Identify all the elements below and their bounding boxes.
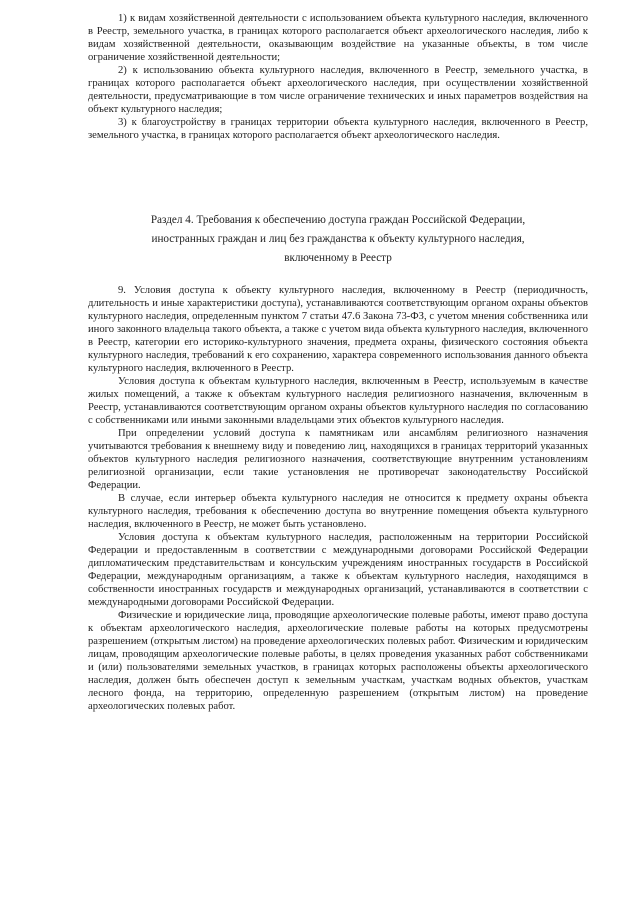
paragraph: Физические и юридические лица, проводящие археологические полевые работы, имеют право доступа к объектам археологического наследия, археологические полевые работы на которых предусмотрены разрешением (открытым листом) на проведение археологических полевых работ. Физическим и юридическим лицам, проводящим археологические полевые работы, в целях проведения указанных работ собственниками и (или) пользователями земельных участков, в границах которых расположены объекты археологического наследия, должен быть обеспечен доступ к земельным участкам, участкам водных объектов, участкам лесного фонда, на территорию, определенную разрешением (открытым листом) на проведение археологических полевых работ.	[88, 610, 588, 712]
section-heading-line: включенному в Реестр	[284, 252, 392, 264]
list-item: 2) к использованию объекта культурного наследия, включенного в Реестр, земельного участка, в границах которого располагается объект археологического наследия, при осуществлении хозяйственной деятельности, предусматривающие в том числе ограничение технических и иных параметров воздействия на объект культурного наследия;	[88, 65, 588, 115]
paragraph: Условия доступа к объектам культурного наследия, расположенным на территории Российской Федерации и предоставленным в соответствии с международными договорами Российской Федерации дипломатическим представительствам и консульским учреждениям иностранных государств в Российской Федерации, международным организациям, а также к объектам культурного наследия, находящимся в собственности иностранных государств и международных организаций, устанавливаются в соответствии с международными договорами Российской Федерации.	[88, 532, 588, 608]
section-heading	[88, 211, 588, 268]
section-body	[88, 284, 588, 713]
requirements-list	[88, 12, 588, 142]
paragraph: 9. Условия доступа к объекту культурного наследия, включенному в Реестр (периодичность, длительность и иные характеристики доступа), устанавливаются соответствующим органом охраны объектов культурного наследия, определенным пунктом 7 статьи 47.6 Закона 73-ФЗ, с учетом мнения собственника или иного законного владельца такого объекта, а также с учетом вида объекта культурного наследия, включенного в Реестр, категории его историко-культурного значения, предмета охраны, физического состояния объекта культурного наследия, требований к его сохранению, характера современного использования данного объекта культурного наследия, включенного в Реестр.	[88, 285, 588, 374]
list-item: 3) к благоустройству в границах территории объекта культурного наследия, включенного в Реестр, земельного участка, в границах которого располагается объект археологического наследия.	[88, 117, 588, 141]
paragraph: Условия доступа к объектам культурного наследия, включенным в Реестр, используемым в качестве жилых помещений, а также к объектам культурного наследия религиозного назначения, включенным в Реестр, устанавливаются соответствующим органом охраны объектов культурного наследия по согласованию с собственниками или иными законными владельцами этих объектов культурного наследия.	[88, 376, 588, 426]
paragraph: При определении условий доступа к памятникам или ансамблям религиозного назначения учитываются требования к внешнему виду и поведению лиц, находящихся в границах территорий указанных объектов культурного наследия религиозного назначения, соответствующие внутренним установлениям религиозной организации, если такие установления не противоречат законодательству Российской Федерации.	[88, 428, 588, 491]
paragraph: В случае, если интерьер объекта культурного наследия не относится к предмету охраны объекта культурного наследия, требования к обеспечению доступа во внутренние помещения объекта культурного наследия, включенного в Реестр, не может быть установлено.	[88, 493, 588, 530]
section-heading-line: иностранных граждан и лиц без гражданства к объекту культурного наследия,	[151, 233, 525, 245]
list-item: 1) к видам хозяйственной деятельности с использованием объекта культурного наследия, включенного в Реестр, земельного участка, в границах которого располагается объект археологического наследия, либо к видам хозяйственной деятельности, оказывающим воздействие на указанные объекты, в том числе ограничение хозяйственной деятельности;	[88, 13, 588, 63]
section-heading-line: Раздел 4. Требования к обеспечению доступа граждан Российской Федерации,	[150, 214, 526, 226]
